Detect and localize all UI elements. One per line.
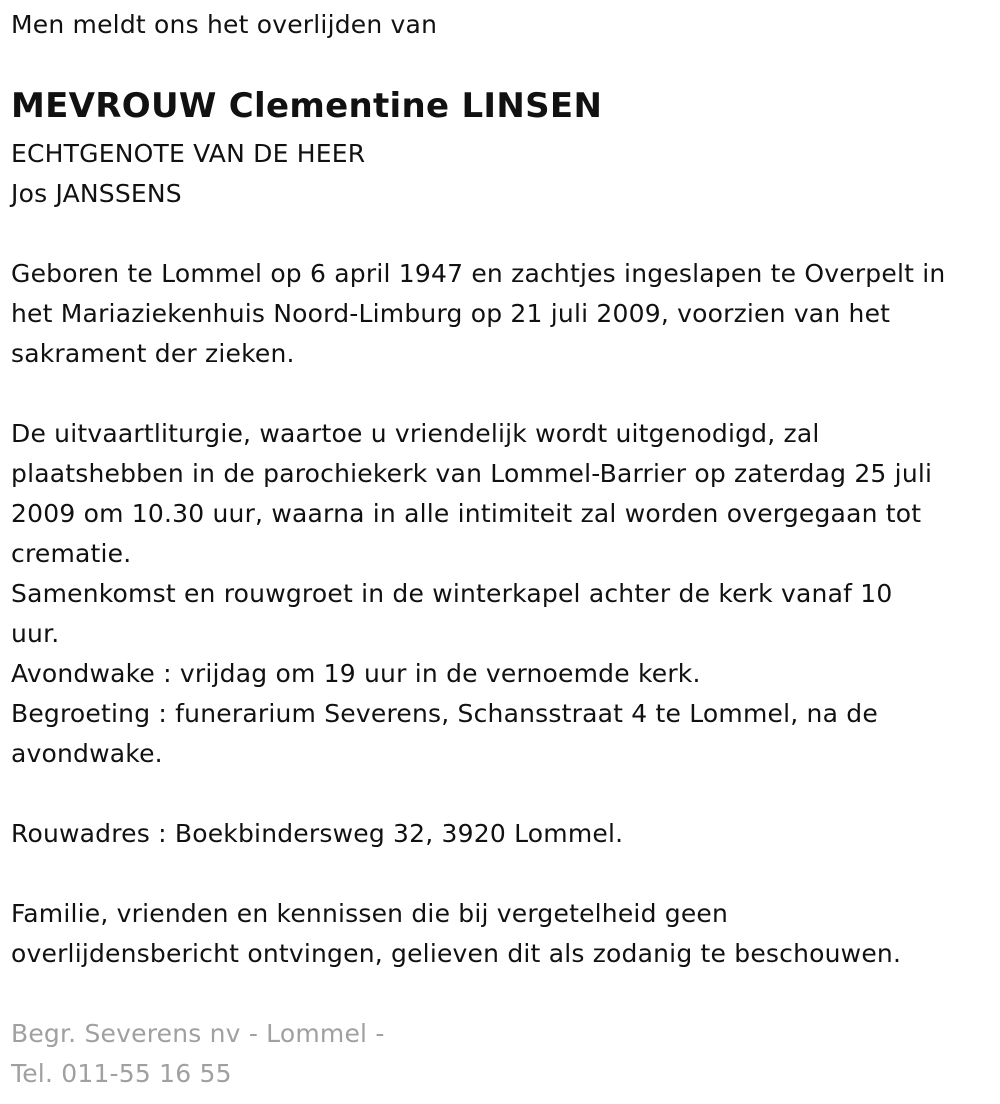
funeral-line: De uitvaartliturgie, waartoe u vriendelijk wordt uitgenodigd, zal xyxy=(11,419,820,448)
funeral-line: crematie. xyxy=(11,539,132,568)
greeting-line: avondwake. xyxy=(11,739,163,768)
notice-line: Familie, vrienden en kennissen die bij vergetelheid geen xyxy=(11,899,729,928)
vigil-line: Avondwake : vrijdag om 19 uur in de vernoemde kerk. xyxy=(11,659,701,688)
funeral-home-phone: Tel. 011-55 16 55 xyxy=(11,1059,232,1088)
gathering-line: Samenkomst en rouwgroet in de winterkapel achter de kerk vanaf 10 xyxy=(11,579,893,608)
birth-line: sakrament der zieken. xyxy=(11,339,295,368)
greeting-line: Begroeting : funerarium Severens, Schansstraat 4 te Lommel, na de xyxy=(11,699,878,728)
mourning-address: Rouwadres : Boekbindersweg 32, 3920 Lommel. xyxy=(11,819,624,848)
spouse-line-2: Jos JANSSENS xyxy=(11,179,182,208)
notice-line: overlijdensbericht ontvingen, gelieven dit als zodanig te beschouwen. xyxy=(11,939,902,968)
deceased-name: MEVROUW Clementine LINSEN xyxy=(11,86,603,126)
funeral-line: 2009 om 10.30 uur, waarna in alle intimiteit zal worden overgegaan tot xyxy=(11,499,922,528)
intro-text: Men meldt ons het overlijden van xyxy=(11,10,438,39)
spouse-line-1: ECHTGENOTE VAN DE HEER xyxy=(11,139,366,168)
funeral-line: plaatshebben in de parochiekerk van Lommel-Barrier op zaterdag 25 juli xyxy=(11,459,933,488)
gathering-line: uur. xyxy=(11,619,60,648)
birth-line: het Mariaziekenhuis Noord-Limburg op 21 juli 2009, voorzien van het xyxy=(11,299,891,328)
birth-line: Geboren te Lommel op 6 april 1947 en zachtjes ingeslapen te Overpelt in xyxy=(11,259,946,288)
funeral-home-name: Begr. Severens nv - Lommel - xyxy=(11,1019,385,1048)
